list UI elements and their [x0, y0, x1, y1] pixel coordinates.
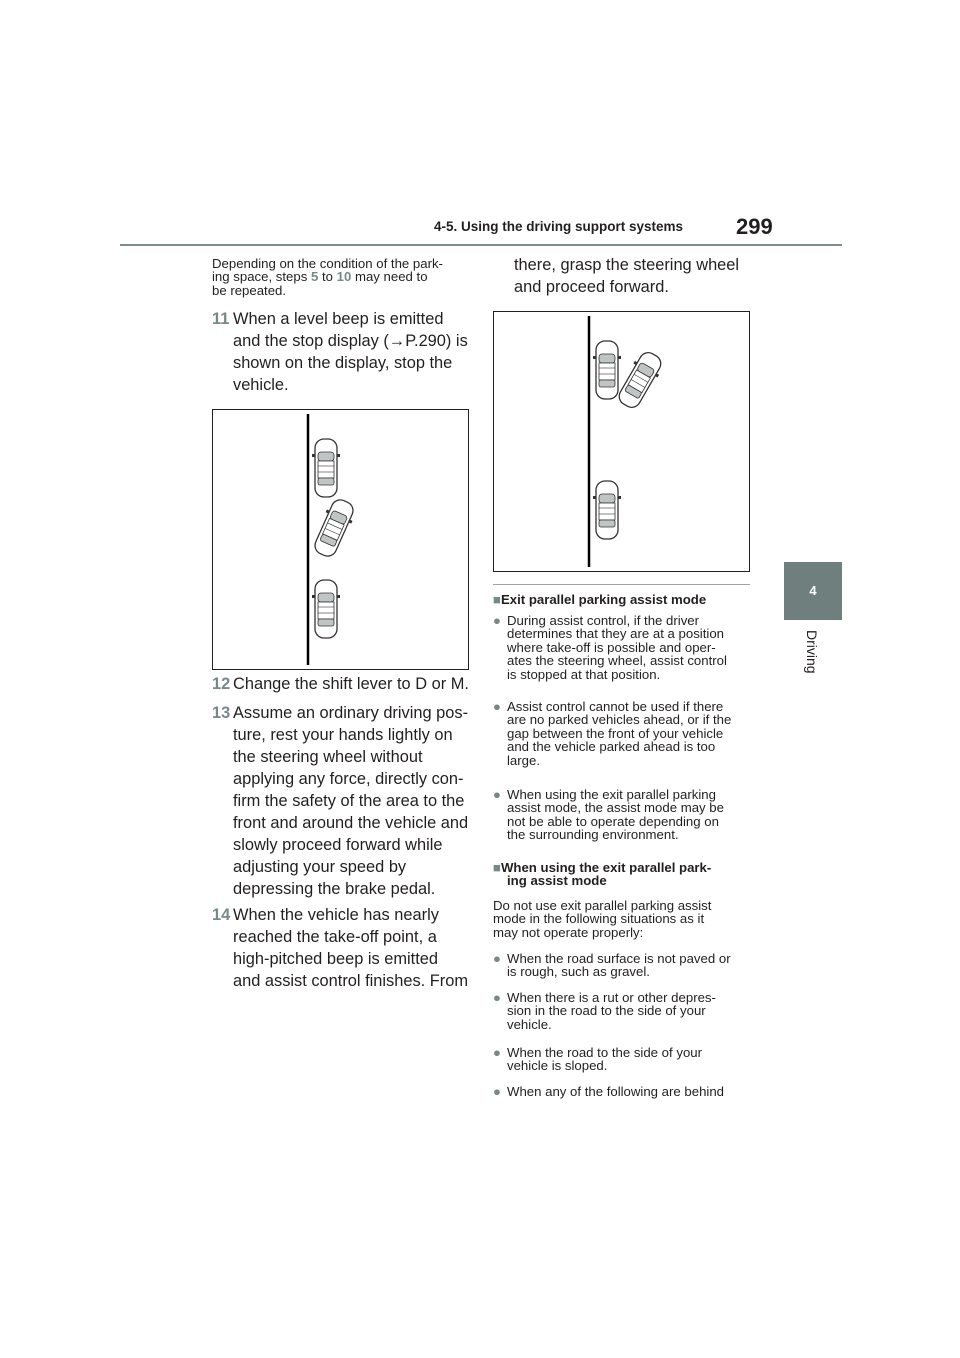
- parked-car-front: [593, 341, 621, 399]
- step-14-continued: there, grasp the steering wheel and proceed forward.: [514, 256, 740, 296]
- section-title: 4-5. Using the driving support systems: [434, 219, 684, 234]
- figure-takeoff-position: [493, 311, 750, 572]
- own-vehicle: [613, 348, 666, 412]
- header-rule: [120, 244, 842, 246]
- intro-note: Depending on the condition of the park- ing space, steps 5 to 10 may need to be repeated.: [212, 256, 443, 298]
- parked-car-front: [312, 439, 340, 497]
- own-vehicle: [309, 496, 358, 560]
- section-heading-exit-cautions: ■When using the exit parallel park- ing assist mode: [493, 860, 712, 889]
- section-divider: [493, 584, 750, 585]
- section-heading-exit-mode: ■Exit parallel parking assist mode: [493, 592, 707, 607]
- chapter-tab[interactable]: 4: [784, 562, 842, 620]
- parked-car-rear: [593, 481, 621, 539]
- section-paragraph: Do not use exit parallel parking assist mode in the following situations as it may not operate properly:: [493, 898, 712, 940]
- page-number: 299: [736, 214, 773, 239]
- figure-stop-position: [212, 409, 469, 670]
- chapter-label: Driving: [804, 630, 820, 674]
- parked-car-rear: [312, 580, 340, 638]
